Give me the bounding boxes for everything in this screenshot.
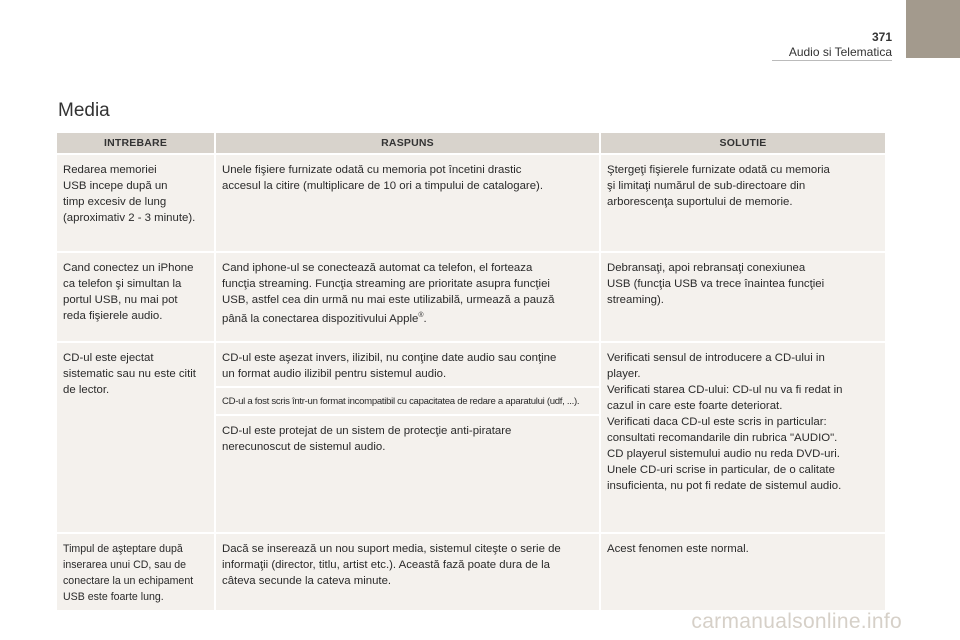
faq-table <box>57 133 885 610</box>
answer-cell: Unele fişiere furnizate odată cu memoria pot încetini drastic accesul la citire (multiplicare de 10 ori a timpului de catalogare). <box>216 155 599 251</box>
answer-cell: CD-ul este aşezat invers, ilizibil, nu conţine date audio sau conţine un format audio ilizibil pentru sistemul audio. <box>216 343 599 386</box>
answer-cell: Dacă se inserează un nou suport media, sistemul citeşte o serie de informaţii (director, titlu, artist etc.). Această fază poate dura de la câteva secunde la cateva minute. <box>216 534 599 610</box>
table-header <box>57 133 885 153</box>
table-row <box>57 253 885 341</box>
column-header-solution: SOLUTIE <box>601 133 885 153</box>
answer-cell: CD-ul este protejat de un sistem de protecţie anti-piratare nerecunoscut de sistemul audio. <box>216 416 599 532</box>
solution-cell: Ştergeţi fişierele furnizate odată cu memoria şi limitaţi numărul de sub-directoare din arborescenţa suportului de memorie. <box>601 155 885 251</box>
question-cell: Cand conectez un iPhone ca telefon şi simultan la portul USB, nu mai pot reda fişierele audio. <box>57 253 214 341</box>
registered-mark: ® <box>418 312 424 319</box>
solution-cell: Debransaţi, apoi rebransaţi conexiunea USB (funcţia USB va trece înaintea funcţiei streaming). <box>601 253 885 341</box>
solution-cell: Acest fenomen este normal. <box>601 534 885 610</box>
answer-cell: Cand iphone-ul se conectează automat ca telefon, el forteaza funcţia streaming. Funcţia streaming are prioritate asupra funcţiei USB, astfel cea din urmă nu mai este utilizabilă, urmează a pauză până la conectarea dispozitivului Apple®. <box>216 253 599 341</box>
watermark: carmanualsonline.info <box>691 610 902 633</box>
question-cell: Timpul de aşteptare după inserarea unui CD, sau de conectare la un echipament USB este foarte lung. <box>57 534 214 610</box>
column-header-question: INTREBARE <box>57 133 214 153</box>
answer-stack <box>216 343 599 532</box>
question-cell: CD-ul este ejectat sistematic sau nu este citit de lector. <box>57 343 214 532</box>
table-row <box>57 343 885 532</box>
table-row <box>57 155 885 251</box>
table-row <box>57 534 885 610</box>
header-divider <box>772 60 892 61</box>
section-title: Audio si Telematica <box>788 45 892 59</box>
question-cell: Redarea memoriei USB incepe după un timp excesiv de lung (aproximativ 2 - 3 minute). <box>57 155 214 251</box>
page-title: Media <box>58 100 110 121</box>
chapter-tab <box>906 0 960 58</box>
solution-cell: Verificati sensul de introducere a CD-ului in player. Verificati starea CD-ului: CD-ul nu va fi redat in cazul in care este foarte deteriorat. Verificati daca CD-ul este scris in particular: consultati recomandarile din rubrica "AUDIO". CD playerul sistemului audio nu reda DVD-uri. Unele CD-uri scrise in particular, de o calitate insuficienta, nu pot fi redate de sistemul audio. <box>601 343 885 532</box>
page-number: 371 <box>871 30 892 44</box>
answer-cell: CD-ul a fost scris într-un format incompatibil cu capacitatea de redare a aparatului (udf, ...). <box>216 388 599 414</box>
column-header-answer: RASPUNS <box>216 133 599 153</box>
